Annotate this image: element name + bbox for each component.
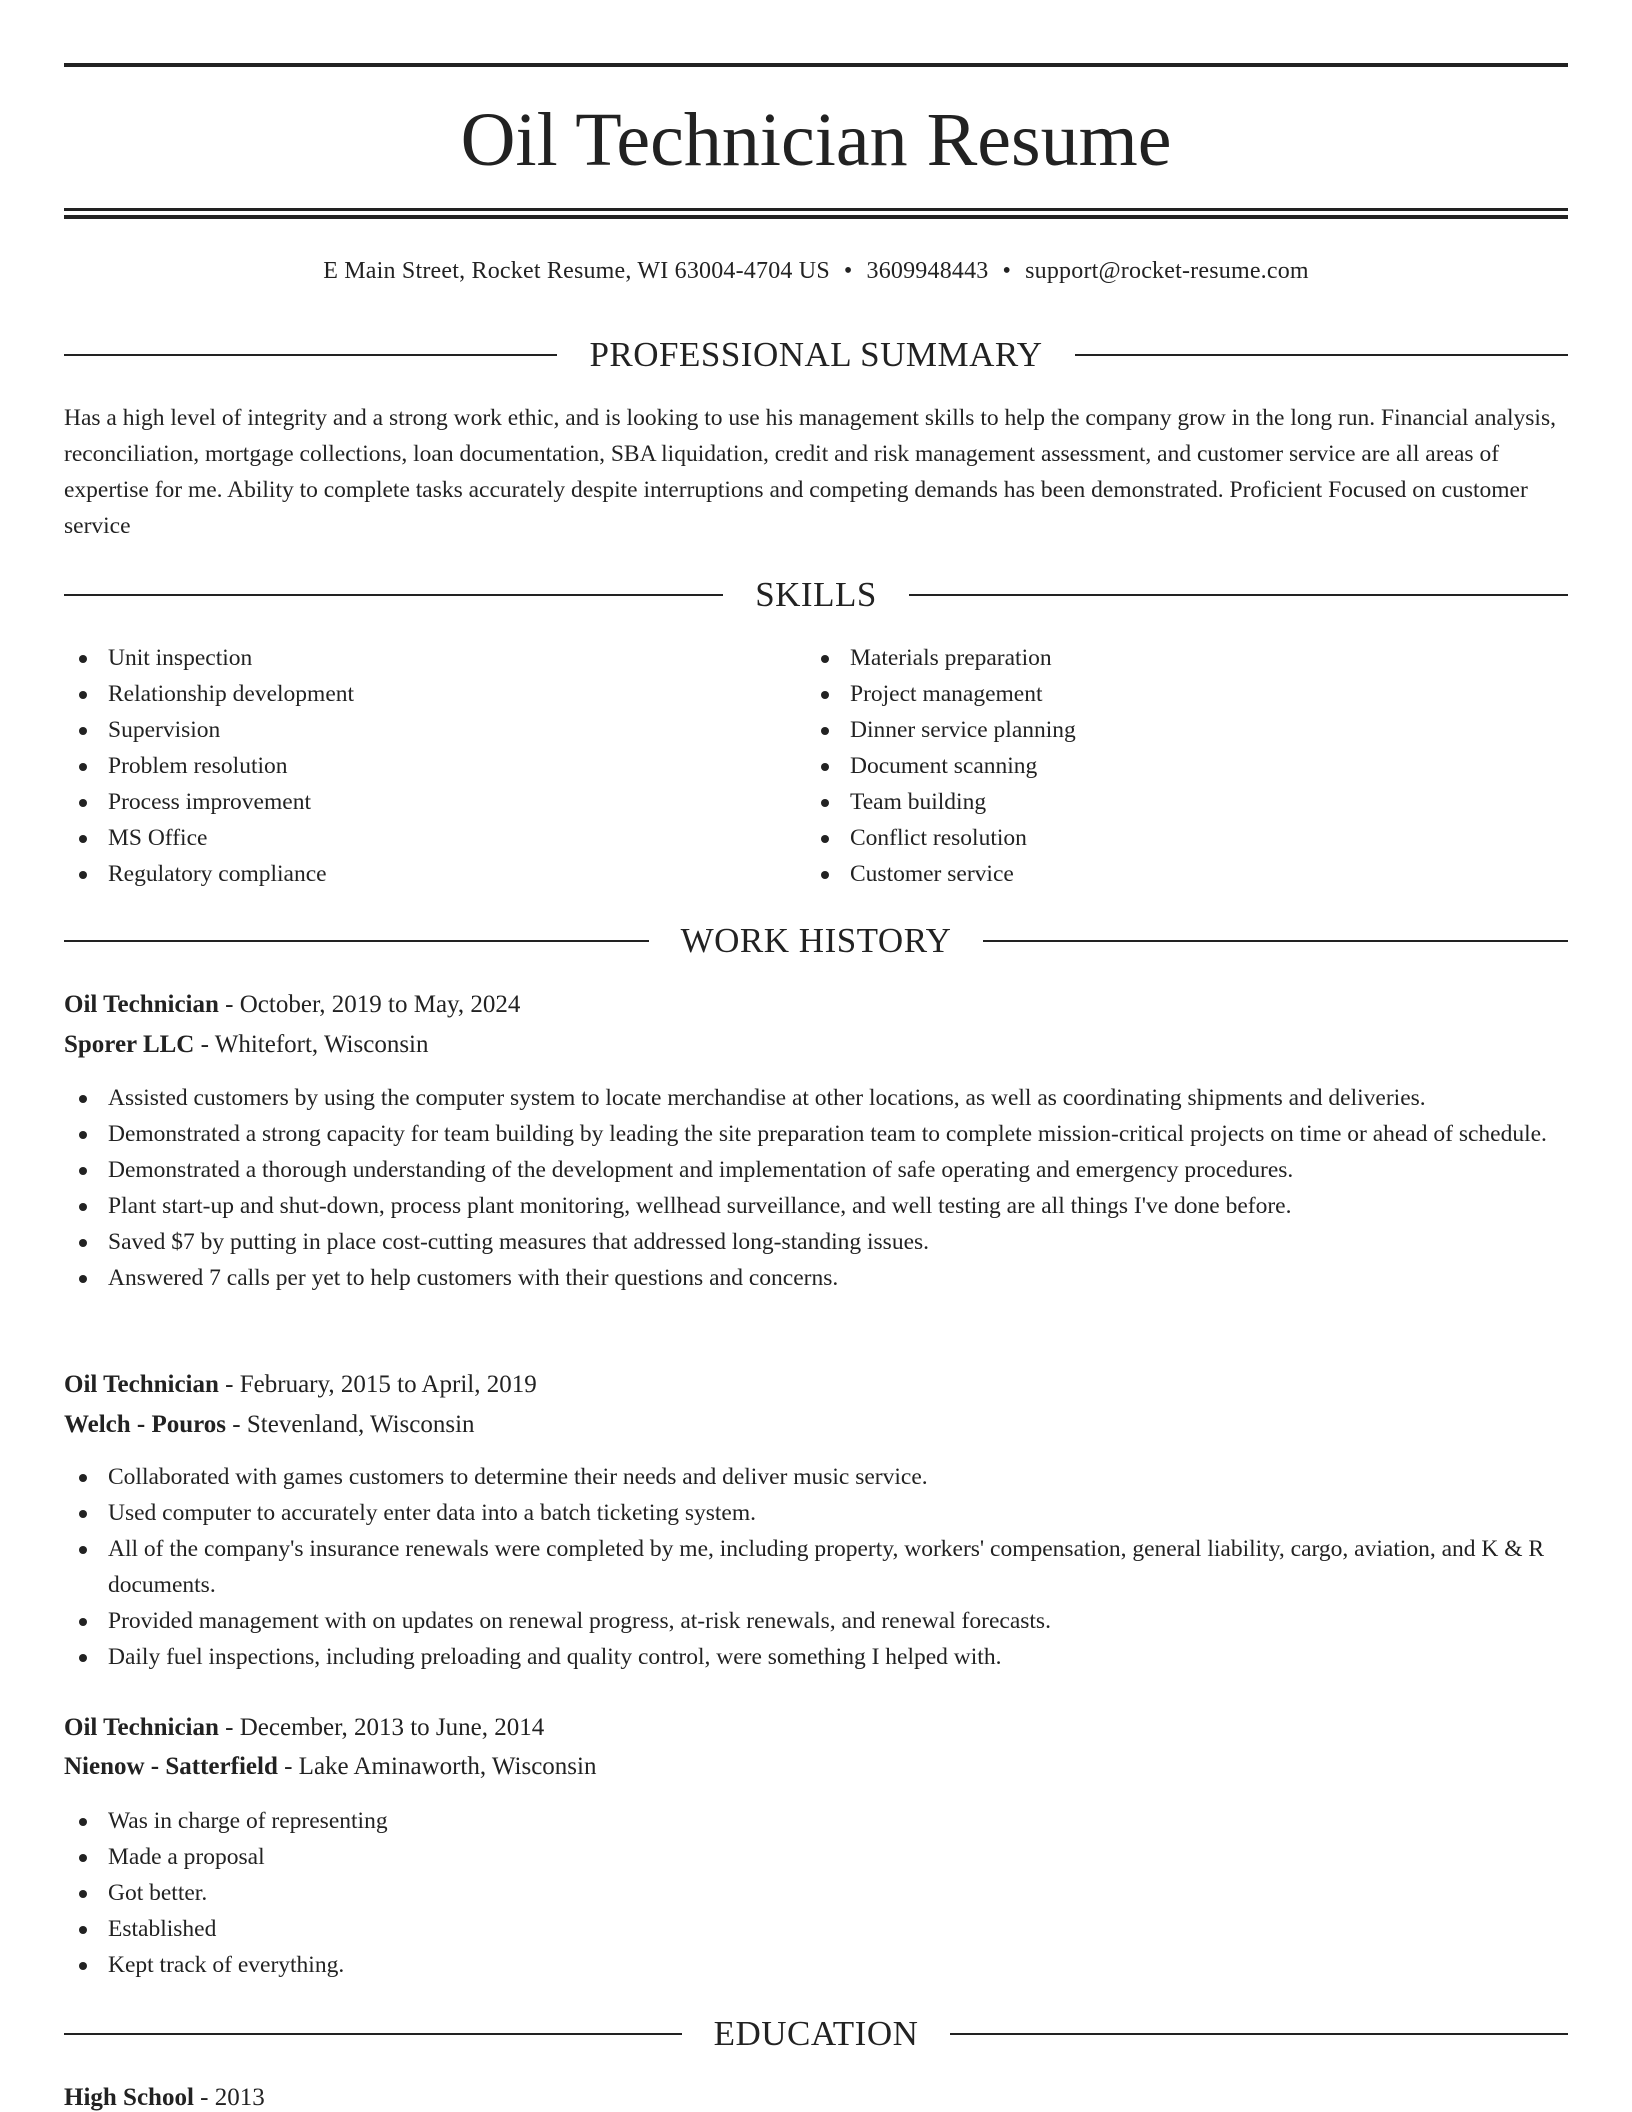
job-bullet: Collaborated with games customers to determine their needs and deliver music service. bbox=[64, 1459, 1568, 1495]
job-bullet: Demonstrated a thorough understanding of the development and implementation of safe operating and emergency procedures. bbox=[64, 1152, 1568, 1188]
skill-item: Project management bbox=[806, 676, 1506, 712]
job-location: - Stevenland, Wisconsin bbox=[226, 1411, 475, 1438]
section-header-skills bbox=[64, 574, 1568, 616]
job-bullet: Established bbox=[64, 1911, 1568, 1947]
job-company-line bbox=[64, 1027, 1568, 1063]
job-bullet: Answered 7 calls per yet to help customers with their questions and concerns. bbox=[64, 1260, 1568, 1296]
job-bullet: Used computer to accurately enter data into a batch ticketing system. bbox=[64, 1495, 1568, 1531]
job-title: Oil Technician bbox=[64, 991, 219, 1018]
section-header-work bbox=[64, 920, 1568, 962]
job-bullet: Kept track of everything. bbox=[64, 1947, 1568, 1983]
summary-text: Has a high level of integrity and a strong work ethic, and is looking to use his management skills to help the company grow in the long run. Financial analysis, reconciliation, mortgage collections, loan documentation, SBA liquidation, credit and risk management assessment, and customer service are all areas of expertise for me. Ability to complete tasks accurately despite interruptions and competing demands has been demonstrated. Proficient Focused on customer service bbox=[64, 405, 1556, 539]
skill-item: Supervision bbox=[64, 712, 764, 748]
job-bullet: Made a proposal bbox=[64, 1839, 1568, 1875]
section-rule bbox=[950, 2033, 1568, 2035]
section-rule bbox=[64, 594, 723, 596]
section-rule bbox=[1075, 354, 1568, 356]
job-bullets bbox=[64, 1459, 1568, 1675]
job-dates: - October, 2019 to May, 2024 bbox=[218, 991, 521, 1018]
title-rule-lower bbox=[64, 215, 1568, 219]
contact-separator: • bbox=[843, 258, 853, 284]
job-company: Sporer LLC bbox=[64, 1031, 195, 1058]
job-location: - Lake Aminaworth, Wisconsin bbox=[277, 1753, 597, 1780]
skill-item: Customer service bbox=[806, 856, 1506, 892]
skill-item: MS Office bbox=[64, 820, 764, 856]
education-degree: High School bbox=[64, 2084, 194, 2111]
section-title: PROFESSIONAL SUMMARY bbox=[589, 335, 1043, 374]
section-rule bbox=[909, 594, 1568, 596]
job-bullet: Demonstrated a strong capacity for team building by leading the site preparation team to complete mission-critical projects on time or ahead of schedule. bbox=[64, 1116, 1568, 1152]
job-bullet: Assisted customers by using the computer system to locate merchandise at other locations, as well as coordinating shipments and deliveries. bbox=[64, 1080, 1568, 1116]
section-title: WORK HISTORY bbox=[680, 921, 952, 960]
section-rule bbox=[983, 940, 1568, 942]
skill-item: Regulatory compliance bbox=[64, 856, 764, 892]
contact-phone: 3609948443 bbox=[866, 258, 989, 284]
skill-item: Materials preparation bbox=[806, 640, 1506, 676]
job-company: Welch - Pouros bbox=[64, 1411, 227, 1438]
skill-item: Conflict resolution bbox=[806, 820, 1506, 856]
job-company-line bbox=[64, 1749, 1568, 1785]
contact-separator: • bbox=[1002, 258, 1012, 284]
top-rule bbox=[64, 63, 1568, 67]
contact-email: support@rocket-resume.com bbox=[1025, 258, 1309, 284]
section-header-education bbox=[64, 2013, 1568, 2055]
skill-item: Relationship development bbox=[64, 676, 764, 712]
job-title-line bbox=[64, 1367, 1568, 1403]
job-company: Nienow - Satterfield bbox=[64, 1753, 278, 1780]
job-bullets bbox=[64, 1803, 1568, 1983]
job-dates: - December, 2013 to June, 2014 bbox=[218, 1714, 545, 1741]
job-bullet: Daily fuel inspections, including preloading and quality control, were something I helped with. bbox=[64, 1639, 1568, 1675]
section-header-summary bbox=[64, 334, 1568, 376]
section-title: EDUCATION bbox=[713, 2014, 919, 2053]
title-rule-upper bbox=[64, 208, 1568, 211]
contact-address: E Main Street, Rocket Resume, WI 63004-4704 US bbox=[323, 258, 830, 284]
job-title: Oil Technician bbox=[64, 1371, 219, 1398]
skill-item: Dinner service planning bbox=[806, 712, 1506, 748]
section-rule bbox=[64, 354, 557, 356]
skills-list-left bbox=[64, 640, 764, 892]
job-bullet: Provided management with on updates on renewal progress, at-risk renewals, and renewal forecasts. bbox=[64, 1603, 1568, 1639]
job-bullet: Was in charge of representing bbox=[64, 1803, 1568, 1839]
education-entry bbox=[64, 2080, 265, 2112]
section-rule bbox=[64, 940, 649, 942]
job-bullet: Plant start-up and shut-down, process plant monitoring, wellhead surveillance, and well testing are all things I've done before. bbox=[64, 1188, 1568, 1224]
skill-item: Document scanning bbox=[806, 748, 1506, 784]
job-dates: - February, 2015 to April, 2019 bbox=[218, 1371, 537, 1398]
job-title-line bbox=[64, 987, 1568, 1023]
education-year: - 2013 bbox=[193, 2084, 265, 2111]
job-location: - Whitefort, Wisconsin bbox=[194, 1031, 429, 1058]
resume-title: Oil Technician Resume bbox=[460, 98, 1172, 182]
section-rule bbox=[64, 2033, 682, 2035]
skills-list-right bbox=[806, 640, 1506, 892]
contact-line bbox=[64, 254, 1568, 288]
job-bullet: Saved $7 by putting in place cost-cutting measures that addressed long-standing issues. bbox=[64, 1224, 1568, 1260]
skill-item: Problem resolution bbox=[64, 748, 764, 784]
job-bullet: All of the company's insurance renewals were completed by me, including property, workers' compensation, general liability, cargo, aviation, and K & R documents. bbox=[64, 1531, 1568, 1603]
skill-item: Team building bbox=[806, 784, 1506, 820]
skill-item: Unit inspection bbox=[64, 640, 764, 676]
job-title: Oil Technician bbox=[64, 1714, 219, 1741]
skill-item: Process improvement bbox=[64, 784, 764, 820]
section-title: SKILLS bbox=[755, 575, 877, 614]
job-bullet: Got better. bbox=[64, 1875, 1568, 1911]
job-company-line bbox=[64, 1407, 1568, 1443]
job-bullets bbox=[64, 1080, 1568, 1296]
job-title-line bbox=[64, 1710, 1568, 1746]
